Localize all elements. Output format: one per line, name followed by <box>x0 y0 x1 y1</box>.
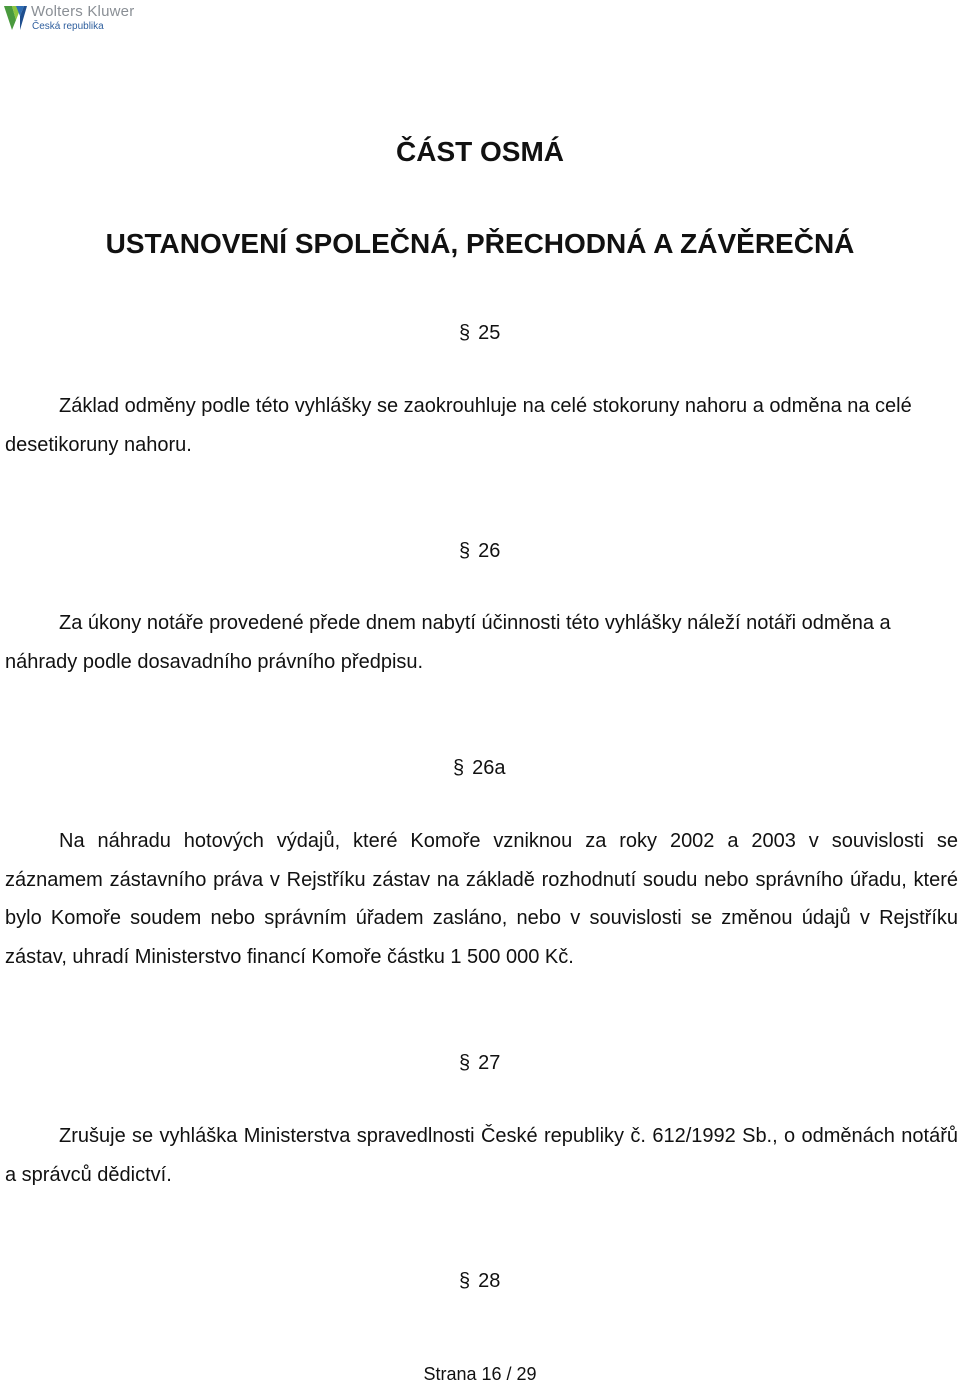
paragraph-number-26 <box>459 540 500 563</box>
section-heading: USTANOVENÍ SPOLEČNÁ, PŘECHODNÁ A ZÁVĚREČNÁ <box>105 228 855 259</box>
logo-mark-icon <box>2 2 28 32</box>
paragraph-body: Na náhradu hotových výdajů, které Komoře vzniknou za roky 2002 a 2003 v souvislosti se záznamem zástavního práva v Rejstříku zástav na základě rozhodnutí soudu nebo správního úřadu, které bylo Komoře soudem nebo správním úřadem zasláno, nebo v souvislosti se změnou údajů v Rejstříku zástav, uhradí Ministerstvo financí Komoře částku 1 500 000 Kč. <box>5 830 958 968</box>
paragraph-number-27 <box>459 1052 500 1075</box>
section-sign: § <box>459 1270 471 1292</box>
section-sign: § <box>453 757 465 779</box>
paragraph-body: Zrušuje se vyhláška Ministerstva spravedlnosti České republiky č. 612/1992 Sb., o odměnách notářů a správců dědictví. <box>5 1125 958 1186</box>
paragraph-text-26 <box>5 604 958 681</box>
section-sign: § <box>459 540 471 562</box>
logo-brand-text: Wolters Kluwer <box>31 3 135 20</box>
section-sign: § <box>459 322 471 344</box>
paragraph-number-28 <box>459 1270 500 1293</box>
publisher-logo <box>2 2 162 36</box>
paragraph-body: Základ odměny podle této vyhlášky se zaokrouhluje na celé stokoruny nahoru a odměna na celé desetikoruny nahoru. <box>5 395 912 456</box>
paragraph-text-25 <box>5 387 958 464</box>
paragraph-number-26a <box>453 757 506 780</box>
paragraph-number: 26 <box>478 540 501 562</box>
part-title: ČÁST OSMÁ <box>396 136 564 167</box>
paragraph-body: Za úkony notáře provedené přede dnem nabytí účinnosti této vyhlášky náleží notáři odměna a náhrady podle dosavadního právního předpisu. <box>5 612 891 673</box>
paragraph-number: 28 <box>478 1270 501 1292</box>
paragraph-number-25 <box>459 322 500 345</box>
paragraph-number: 27 <box>478 1052 501 1074</box>
paragraph-text-27 <box>5 1117 958 1194</box>
paragraph-text-26a <box>5 822 958 976</box>
section-sign: § <box>459 1052 471 1074</box>
logo-country-text: Česká republika <box>32 21 104 32</box>
paragraph-number: 25 <box>478 322 501 344</box>
page-number: Strana 16 / 29 <box>423 1364 537 1384</box>
paragraph-number: 26a <box>472 757 506 779</box>
